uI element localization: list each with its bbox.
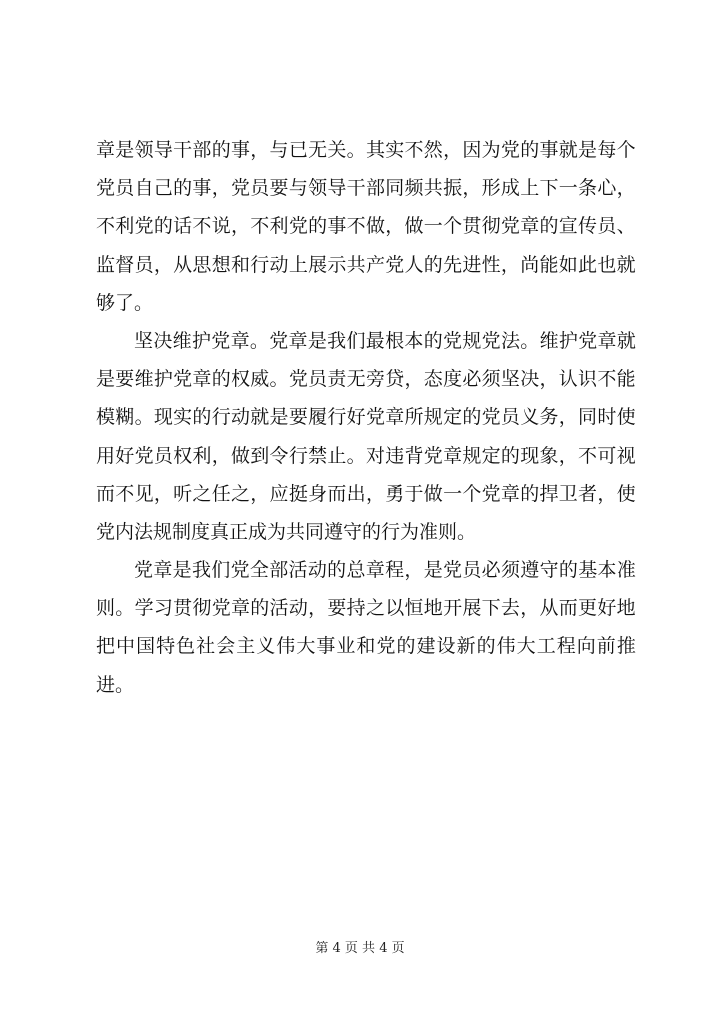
text-line: 党 章 是 我 们 党 全 部 活 动 的 总 章 程 ， 是 党 员 必 须 遵 守 的 基 本 准 [134,559,636,582]
text-line: 把 中 国 特 色 社 会 主 义 伟 大 事 业 和 党 的 建 设 新 的 伟 大 工 程 向 前 推 [96,635,636,658]
text-line: 章 是 领 导 干 部 的 事 ， 与 已 无 关 。 其 实 不 然 ， 因 为 党 的 事 就 是 每 个 [96,139,636,161]
text-line: 坚 决 维 护 党 章 。 党 章 是 我 们 最 根 本 的 党 规 党 法 。 维 护 党 章 就 [134,329,636,352]
text-line: 进。 [96,673,135,696]
text-line: 则 。 学 习 贯 彻 党 章 的 活 动 ， 要 持 之 以 恒 地 开 展 下 去 ， 从 而 更 好 地 [96,597,636,620]
text-line: 够了。 [96,291,154,314]
text-line: 是 要 维 护 党 章 的 权 威 。 党 员 责 无 旁 贷 ， 态 度 必 须 坚 决 ， 认 识 不 能 [96,368,636,391]
page-number-label: 第 4 页 共 4 页 [315,941,405,956]
text-line: 模 糊 。 现 实 的 行 动 就 是 要 履 行 好 党 章 所 规 定 的 党 员 义 务 ， 同 时 使 [96,406,636,429]
text-line: 党 员 自 己 的 事 ， 党 员 要 与 领 导 干 部 同 频 共 振 ， 形 成 上 下 一 条 心 ， [96,177,636,200]
text-line: 用 好 党 员 权 利 ， 做 到 令 行 禁 止 。 对 违 背 党 章 规 定 的 现 象 ， 不 可 视 [96,444,636,467]
text-line: 监 督 员 ， 从 思 想 和 行 动 上 展 示 共 产 党 人 的 先 进 性 ， 尚 能 如 此 也 就 [96,253,636,276]
text-line: 而 不 见 ， 听 之 任 之 ， 应 挺 身 而 出 ， 勇 于 做 一 个 党 章 的 捍 卫 者 ， 使 [96,482,636,505]
text-line: 不 利 党 的 话 不 说 ， 不 利 党 的 事 不 做 ， 做 一 个 贯 彻 党 章 的 宣 传 员 、 [96,215,636,238]
body-text [96,131,636,704]
page-footer [0,941,720,957]
text-line: 党内法规制度真正成为共同遵守的行为准则。 [96,520,477,543]
